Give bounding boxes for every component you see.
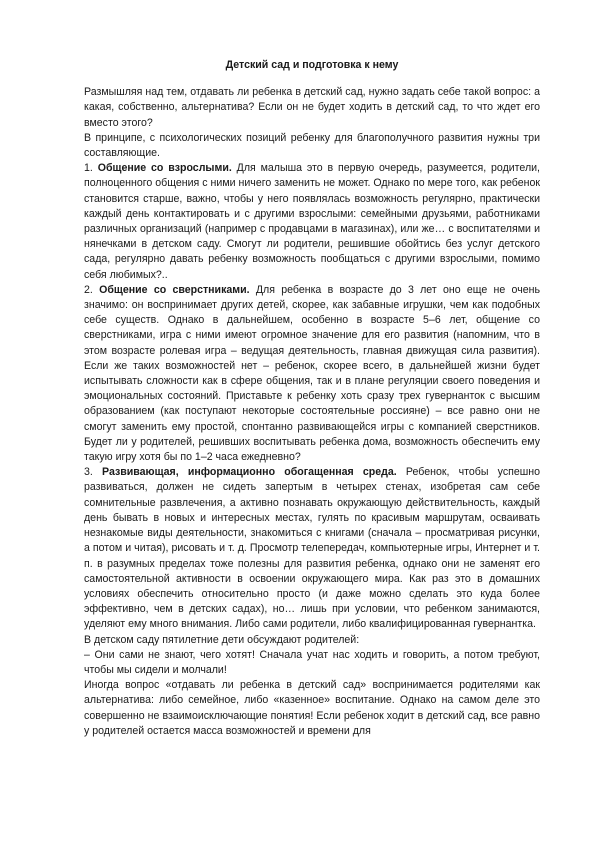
principle-paragraph: В принципе, с психологических позиций ребенку для благополучного развития нужны три составляющие.: [84, 131, 540, 160]
document-page: [84, 58, 540, 739]
section-environment: [84, 465, 540, 632]
section-text: Для ребенка в возрасте до 3 лет оно еще не очень значимо: он воспринимает других детей, скорее, как забавные игрушки, чем как подобных себе существ. Однако в дальнейшем, особенно в возрасте 5–6 лет, общение со сверстниками, игра с ними имеют огромное значение для его развития (напомним, что в этом возрасте ролевая игра – ведущая деятельность, главная движущая сила развития). Если же таких возможностей нет – ребенок, скорее всего, в дальнейшей жизни будет испытывать сложности как в сфере общения, так и в плане регуляции своего поведения и эмоциональных состояний. Приставьте к ребенку хоть сразу трех гувернанток с высшим образованием (как поступают некоторые состоятельные россияне) – все равно они не смогут заменить ему простой, спонтанно развивающейся игры с компанией сверстников. Будет ли у родителей, решивших воспитывать ребенка дома, возможность обеспечить ему такую игру хотя бы по 1–2 часа ежедневно?: [84, 283, 540, 464]
section-peers: [84, 283, 540, 465]
document-title: Детский сад и подготовка к нему: [225, 59, 399, 71]
section-heading: Общение со взрослыми.: [97, 162, 232, 175]
section-heading: Развивающая, информационно обогащенная среда.: [102, 466, 397, 479]
kids-quote: – Они сами не знают, чего хотят! Сначала учат нас ходить и говорить, а потом требуют, чтобы мы сидели и молчали!: [84, 648, 540, 676]
section-text: Ребенок, чтобы успешно развиваться, должен не сидеть запертым в четырех стенах, изобретая сам себе сомнительные развлечения, а активно познавать окружающую действительность, каждый день бывать в новых и интересных местах, гулять по красивым маршрутам, осваивать незнакомые виды деятельности, знакомиться с книгами (сначала – просматривая рисунки, а потом и читая), рисовать и т. д. Просмотр телепередач, компьютерные игры, Интернет и т. п. в разумных пределах тоже полезны для развития ребенка, однако они не заменят его самостоятельной активности в освоении окружающего мира. Как раз это в домашних условиях обеспечить относительно просто (и даже можно сделать это куда более эффективно, чем в детских садах), но… лишь при условии, что ребенком занимаются, уделяют ему много внимания. Либо сами родители, либо квалифицированная гувернантка.: [84, 466, 540, 631]
section-number: 2.: [84, 283, 93, 296]
section-adults: [84, 161, 540, 283]
closing-paragraph: Иногда вопрос «отдавать ли ребенка в детский сад» воспринимается родителями как альтернатива: либо семейное, либо «казенное» воспитание. Однако на самом деле это совершенно не взаимоисключающие понятия! Если ребенок ходит в детский сад, все равно у родителей остается масса возможностей и времени для: [84, 679, 540, 737]
section-number: 3.: [84, 466, 93, 479]
section-number: 1.: [84, 162, 93, 175]
section-text: Для малыша это в первую очередь, разумеется, родители, полноценного общения с ними ничего заменить не может. Однако по мере того, как ребенок становится старше, важно, чтобы у него появлялась возможность регулярно, практически каждый день контактировать и с другими взрослыми: семейными друзьями, работниками различных организаций (например с продавцами в магазинах), или же… с воспитателями и нянечками в детском саду. Смогут ли родители, решившие обойтись без услуг детского сада, регулярно давать ребенку возможность пообщаться с другими взрослыми, помимо себя любимых?..: [84, 162, 540, 281]
kids-discussion-line: В детском саду пятилетние дети обсуждают родителей:: [84, 633, 360, 646]
intro-paragraph: Размышляя над тем, отдавать ли ребенка в детский сад, нужно задать себе такой вопрос: а какая, собственно, альтернатива? Если он не будет ходить в детский сад, то что ждет его вместо этого?: [84, 86, 540, 129]
section-heading: Общение со сверстниками.: [99, 283, 250, 296]
